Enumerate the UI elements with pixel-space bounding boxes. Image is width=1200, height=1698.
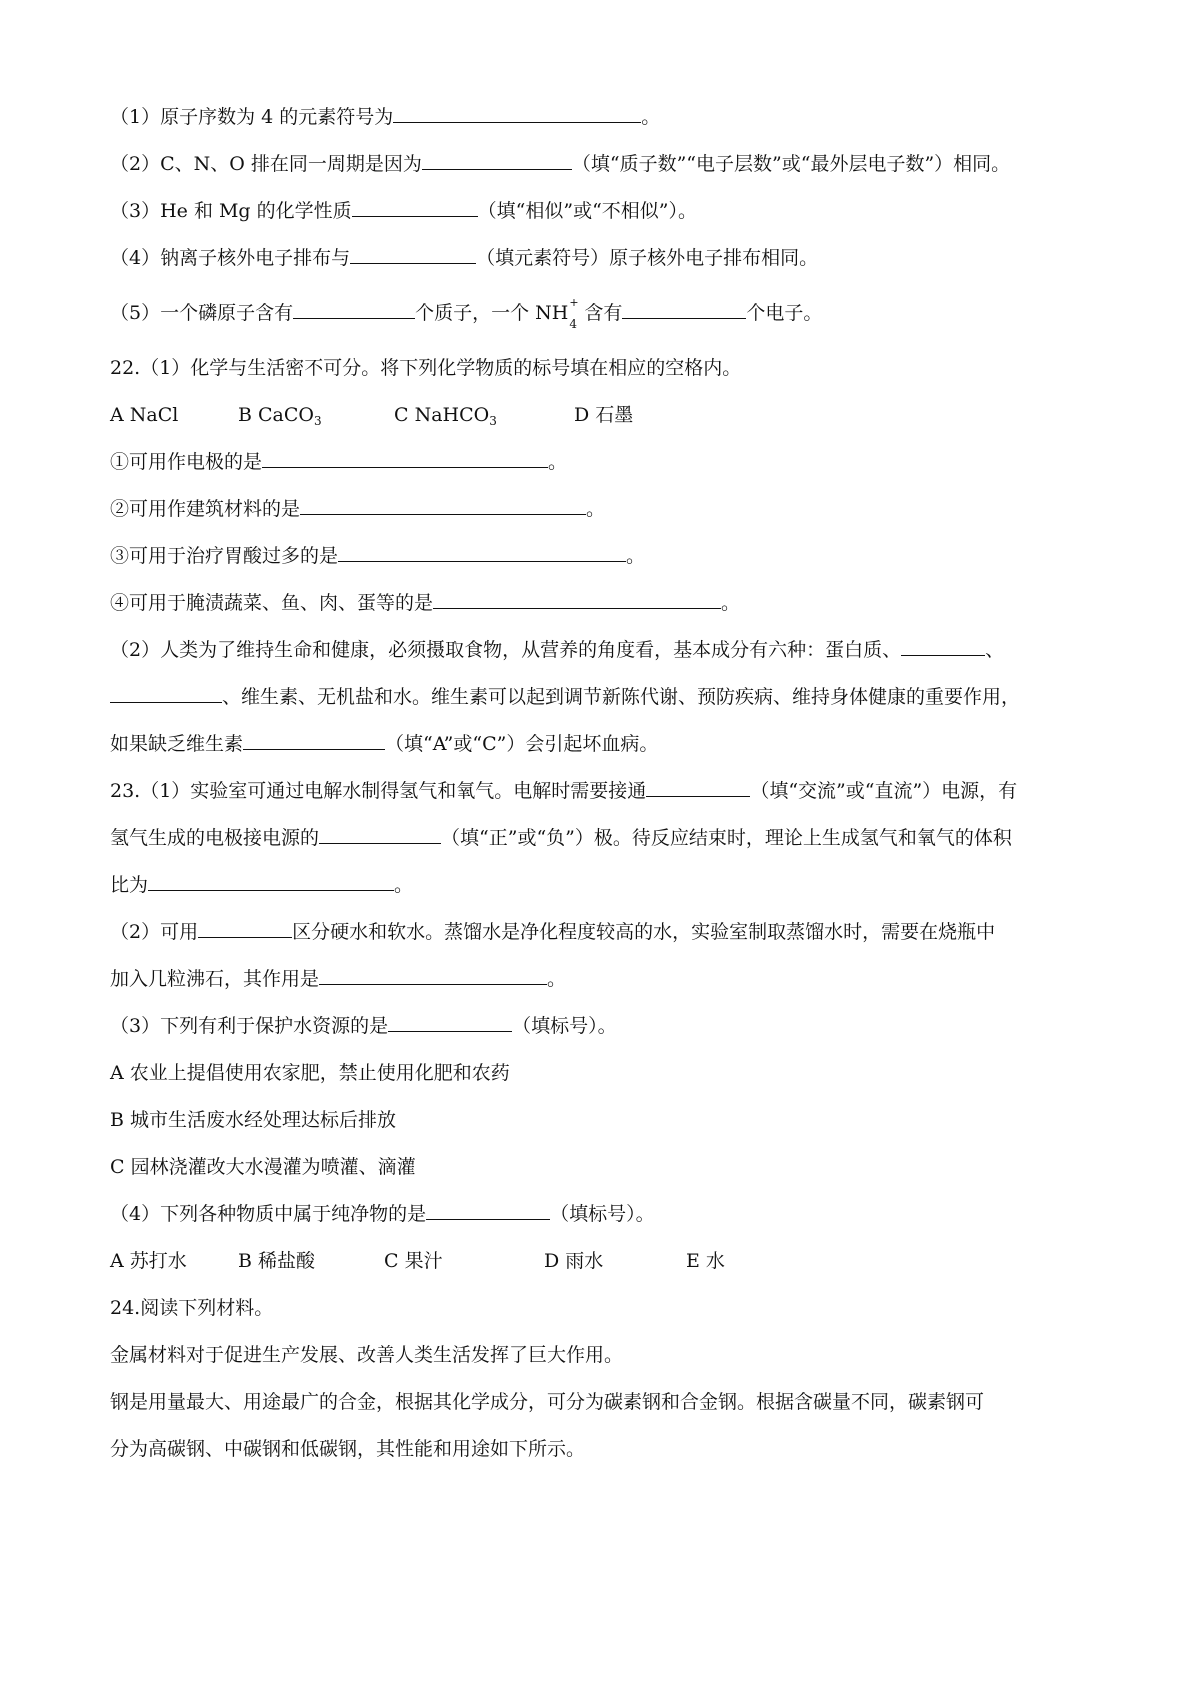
q22-options [110, 402, 633, 434]
q21-part4: （4）钠离子核外电子排布与 （填元素符号）原子核外电子排布相同。 [110, 247, 819, 269]
answer-blank[interactable] [110, 684, 222, 703]
answer-blank[interactable] [422, 151, 572, 170]
option-b: B 稀盐酸 [238, 1250, 316, 1272]
answer-blank[interactable] [352, 198, 478, 217]
q24-title: 24.阅读下列材料。 [110, 1297, 274, 1319]
answer-blank[interactable] [148, 872, 394, 891]
q23-options-4 [110, 1248, 725, 1274]
q21-part5: （5）一个磷原子含有 个质子，一个 NH + 4 含有 个电子。 [110, 296, 823, 331]
q23-line2: 氢气生成的电极接电源的 （填“正”或“负”）极。待反应结束时，理论上生成氢气和氧气的体积 [110, 827, 1012, 849]
q22-item4: ④可用于腌渍蔬菜、鱼、肉、蛋等的是 。 [110, 592, 741, 614]
q24-paragraph2-line2: 分为高碳钢、中碳钢和低碳钢，其性能和用途如下所示。 [110, 1438, 586, 1460]
q21-part3: （3）He 和 Mg 的化学性质 （填“相似”或“不相似”）。 [110, 200, 697, 222]
answer-blank[interactable] [293, 300, 415, 319]
answer-blank[interactable] [319, 966, 547, 985]
answer-blank[interactable] [393, 104, 641, 123]
q21-part2: （2）C、N、O 排在同一周期是因为 （填“质子数”“电子层数”或“最外层电子数”）相同。 [110, 153, 1011, 175]
answer-blank[interactable] [243, 731, 385, 750]
answer-blank[interactable] [901, 637, 985, 656]
option-a: A NaCl [110, 404, 179, 426]
q22-item2: ②可用作建筑材料的是 。 [110, 498, 606, 520]
q23-line7: （4）下列各种物质中属于纯净物的是 （填标号）。 [110, 1203, 655, 1225]
q23-line3: 比为 。 [110, 874, 414, 896]
q21-part1: （1）原子序数为 4 的元素符号为 。 [110, 106, 661, 128]
answer-blank[interactable] [350, 245, 476, 264]
q22-intro: 22.（1）化学与生活密不可分。将下列化学物质的标号填在相应的空格内。 [110, 357, 742, 379]
answer-blank[interactable] [433, 590, 721, 609]
q22-part2-line2: 、维生素、无机盐和水。维生素可以起到调节新陈代谢、预防疾病、维持身体健康的重要作用， [110, 684, 1020, 710]
answer-blank[interactable] [338, 543, 626, 562]
answer-blank[interactable] [388, 1013, 512, 1032]
q23-line6: （3）下列有利于保护水资源的是 （填标号）。 [110, 1015, 617, 1037]
option-d: D 雨水 [544, 1250, 604, 1272]
q22-item1: ①可用作电极的是 。 [110, 451, 568, 473]
answer-blank[interactable] [319, 825, 441, 844]
option-a: A 苏打水 [110, 1250, 187, 1272]
q22-part2-line3: 如果缺乏维生素 （填“A”或“C”）会引起坏血病。 [110, 733, 659, 755]
q23-option-b: B 城市生活废水经处理达标后排放 [110, 1109, 397, 1131]
option-b: B CaCO$_3$ [238, 404, 322, 428]
q23-option-c: C 园林浇灌改大水漫灌为喷灌、滴灌 [110, 1156, 416, 1178]
answer-blank[interactable] [262, 449, 548, 468]
q22-part2-line1: （2）人类为了维持生命和健康，必须摄取食物，从营养的角度看，基本成分有六种：蛋白质、 、 [110, 639, 1005, 661]
q23-line4: （2）可用 区分硬水和软水。蒸馏水是净化程度较高的水，实验室制取蒸馏水时，需要在烧瓶中 [110, 921, 996, 943]
q24-paragraph1: 金属材料对于促进生产发展、改善人类生活发挥了巨大作用。 [110, 1344, 624, 1366]
answer-blank[interactable] [646, 778, 750, 797]
option-e: E 水 [686, 1250, 725, 1272]
answer-blank[interactable] [300, 496, 586, 515]
q22-item3: ③可用于治疗胃酸过多的是 。 [110, 545, 646, 567]
answer-blank[interactable] [198, 919, 292, 938]
answer-blank[interactable] [622, 300, 746, 319]
option-c: C 果汁 [384, 1250, 443, 1272]
q23-option-a: A 农业上提倡使用农家肥，禁止使用化肥和农药 [110, 1062, 510, 1084]
option-d: D 石墨 [574, 404, 634, 426]
ammonium-charge: + 4 [569, 296, 579, 331]
q23-line1: 23.（1）实验室可通过电解水制得氢气和氧气。电解时需要接通 （填“交流”或“直流”）电源，有 [110, 780, 1018, 802]
q24-paragraph2-line1: 钢是用量最大、用途最广的合金，根据其化学成分，可分为碳素钢和合金钢。根据含碳量不同，碳素钢可 [110, 1391, 985, 1413]
option-c: C NaHCO$_3$ [394, 404, 497, 428]
answer-blank[interactable] [426, 1201, 550, 1220]
q23-line5: 加入几粒沸石，其作用是 。 [110, 968, 567, 990]
